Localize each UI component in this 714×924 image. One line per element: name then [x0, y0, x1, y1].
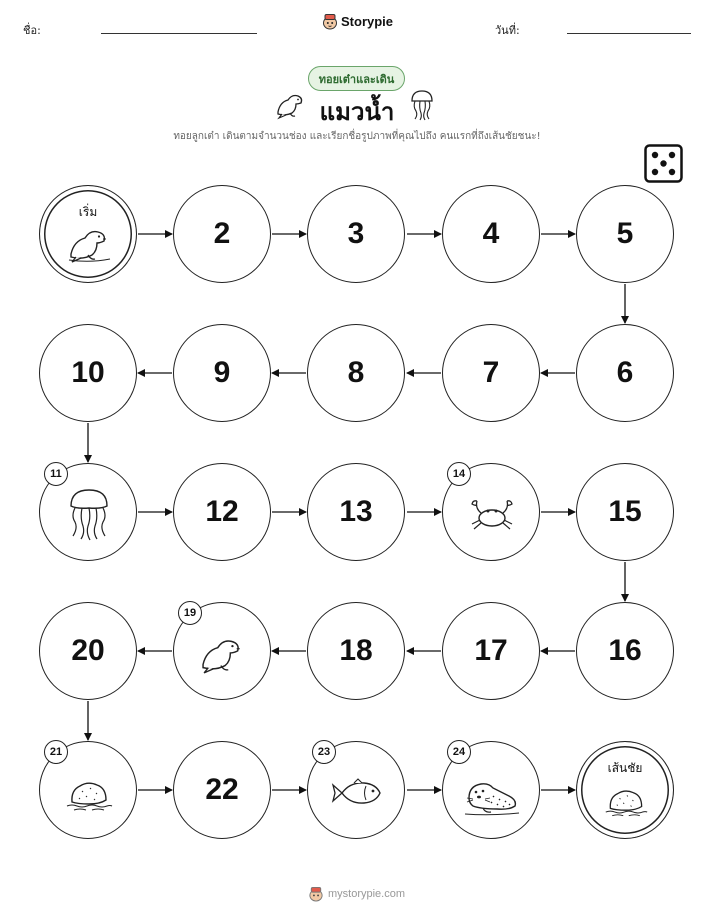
cell-number: 3: [347, 217, 365, 250]
cell-number: 13: [339, 495, 373, 528]
cell-number-badge: 23: [312, 740, 336, 764]
game-type-pill: ทอยเต๋าและเดิน: [308, 66, 405, 91]
cell-number: 2: [213, 217, 231, 250]
board-cell[interactable]: [307, 324, 405, 422]
board-cell[interactable]: [173, 185, 271, 283]
footer-url[interactable]: mystorypie.com: [328, 888, 406, 900]
cell-number: 10: [71, 356, 105, 389]
storypie-mascot-icon: [308, 886, 324, 902]
cell-number-badge: 11: [44, 462, 68, 486]
cell-number: 16: [608, 634, 642, 667]
board-cell-picture[interactable]: [173, 602, 271, 700]
rock-icon: [603, 784, 649, 818]
cell-number: 18: [339, 634, 373, 667]
page-title: แมวน้ำ: [319, 98, 395, 126]
board-cell-picture[interactable]: [39, 741, 137, 839]
cell-number: 5: [616, 217, 634, 250]
cell-number: 20: [71, 634, 105, 667]
board-cell[interactable]: [173, 463, 271, 561]
seal-icon: [66, 224, 114, 264]
cell-number-badge: 21: [44, 740, 68, 764]
fish-icon: [330, 778, 384, 808]
cell-number: 8: [347, 356, 365, 389]
cell-number: 9: [213, 356, 231, 389]
footer-brand: [308, 886, 405, 902]
cell-number-badge: 24: [447, 740, 471, 764]
cell-number: 17: [474, 634, 508, 667]
cell-number: 7: [482, 356, 500, 389]
spotted-seal-icon: [463, 772, 521, 816]
jellyfish-icon: [65, 486, 113, 542]
board-cell[interactable]: [576, 324, 674, 422]
instructions-text: ทอยลูกเต๋า เดินตามจำนวนช่อง และเรียกชื่อรูปภาพที่คุณไปถึง คนแรกที่ถึงเส้นชัยชนะ!: [173, 131, 541, 142]
board-cell-finish[interactable]: [576, 741, 674, 839]
cell-number: 4: [482, 217, 500, 250]
cell-number: 6: [616, 356, 634, 389]
board-cell[interactable]: [442, 324, 540, 422]
finish-label: เส้นชัย: [607, 761, 643, 775]
date-label: วันที่:: [495, 24, 520, 37]
seal-icon: [196, 633, 250, 675]
board-cell[interactable]: [307, 602, 405, 700]
board-cell-picture[interactable]: [307, 741, 405, 839]
board-cell[interactable]: [576, 602, 674, 700]
cell-number: 12: [205, 495, 239, 528]
board-cell[interactable]: [173, 324, 271, 422]
board-cell-picture[interactable]: [39, 463, 137, 561]
name-label: ชื่อ:: [23, 24, 41, 37]
cell-number: 15: [608, 495, 642, 528]
cell-number-badge: 19: [178, 601, 202, 625]
board-cell[interactable]: [39, 602, 137, 700]
board-cell[interactable]: [576, 185, 674, 283]
board-cell[interactable]: [442, 185, 540, 283]
cell-number: 22: [205, 773, 239, 806]
crab-icon: [467, 494, 517, 534]
board-cell-start[interactable]: [39, 185, 137, 283]
board-cell[interactable]: [442, 602, 540, 700]
board-cell[interactable]: [39, 324, 137, 422]
board-cell[interactable]: [307, 463, 405, 561]
board-cell-picture[interactable]: [442, 741, 540, 839]
brand-name: Storypie: [341, 14, 394, 29]
board-cell[interactable]: [576, 463, 674, 561]
board-cell[interactable]: [307, 185, 405, 283]
board-cell-picture[interactable]: [442, 463, 540, 561]
board-cell[interactable]: [173, 741, 271, 839]
rock-icon: [64, 776, 114, 812]
start-label: เริ่ม: [78, 205, 98, 219]
cell-number-badge: 14: [447, 462, 471, 486]
